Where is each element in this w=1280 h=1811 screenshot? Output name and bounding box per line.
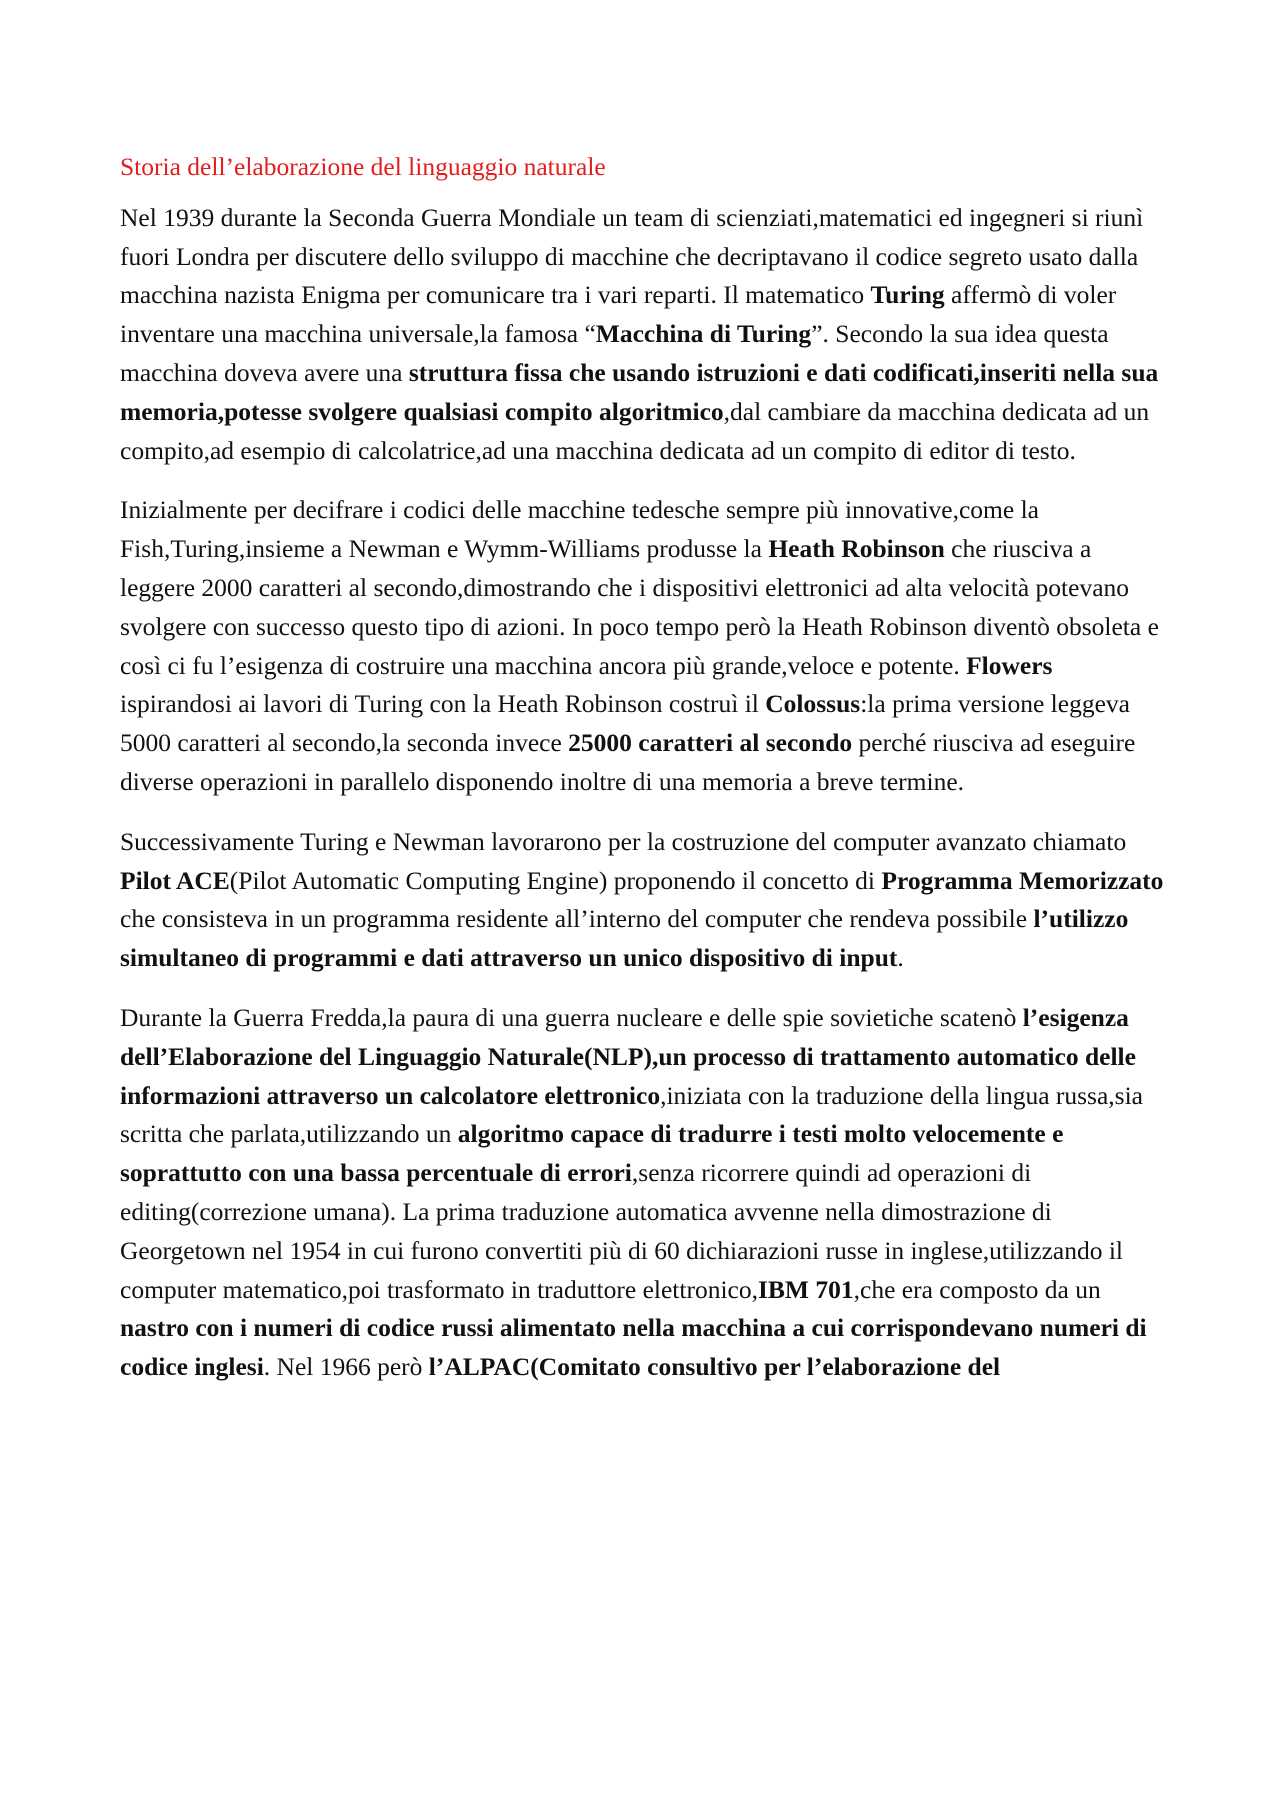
paragraph-turing-machine [120,199,1170,471]
text-run: Successivamente Turing e Newman lavorarono per la costruzione del computer avanzato chiamato [120,826,1127,856]
paragraph-colossus [120,491,1170,801]
text-run: . [897,943,904,973]
text-run: perché riusciva ad eseguire diverse operazioni in parallelo disponendo inoltre di una memoria a breve termine. [120,728,1136,796]
text-run: affermò di voler inventare una macchina universale,la famosa “ [120,280,1117,349]
bold-text-run: 25000 caratteri al secondo [568,728,853,758]
bold-text-run: l’ALPAC(Comitato consultivo per l’elaborazione del [428,1352,1001,1382]
bold-text-run: Macchina di Turing [595,319,812,349]
bold-text-run: Turing [870,280,945,310]
text-run: (Pilot Automatic Computing Engine) proponendo il concetto di [229,865,882,895]
bold-text-run: l’utilizzo simultaneo di programmi e dati attraverso un unico dispositivo di input [120,904,1129,973]
bold-text-run: nastro con i numeri di codice russi alimentato nella macchina a cui corrispondevano numeri di codice inglesi [120,1313,1147,1382]
text-run: Durante la Guerra Fredda,la paura di una guerra nucleare e delle spie sovietiche scatenò [120,1002,1023,1032]
text-run: ,iniziata con la traduzione della lingua russa,sia scritta che parlata,utilizzando un [120,1080,1143,1149]
bold-text-run: struttura fissa che usando istruzioni e dati codificati,inseriti nella sua memoria,potesse svolgere qualsiasi compito algoritmico [120,357,1159,426]
bold-text-run: algoritmo capace di tradurre i testi molto velocemente e soprattutto con una bassa percentuale di errori [120,1119,1064,1188]
text-run: Inizialmente per decifrare i codici delle macchine tedesche sempre più innovative,come la Fish,Turing,insieme a Newman e Wymm-Williams produsse la [120,495,1039,564]
paragraph-pilot-ace [120,823,1170,978]
bold-text-run: Pilot ACE [120,865,230,895]
text-run: che consisteva in un programma residente all’interno del computer che rendeva possibile [120,904,1034,934]
text-run: ,dal cambiare da macchina dedicata ad un compito,ad esempio di calcolatrice,ad una macchina dedicata ad un compito di editor di testo. [120,396,1150,465]
bold-text-run: IBM 701 [758,1274,854,1304]
text-run: ,che era composto da un [853,1274,1101,1304]
bold-text-run: Heath Robinson [768,534,945,564]
bold-text-run: Colossus [765,689,861,719]
bold-text-run: l’esigenza dell’Elaborazione del Linguaggio Naturale(NLP),un processo di trattamento automatico delle informazioni attraverso un calcolatore elettronico [120,1002,1136,1110]
paragraph-nlp-cold-war [120,999,1170,1387]
text-run: . Nel 1966 però [263,1352,429,1382]
document-title: Storia dell’elaborazione del linguaggio naturale [120,152,606,181]
text-run: :la prima versione leggeva 5000 caratteri al secondo,la seconda invece [120,689,1130,758]
text-run: che riusciva a leggere 2000 caratteri al secondo,dimostrando che i dispositivi elettronici ad alta velocità potevano svolgere con successo questo tipo di azioni. In poco tempo però la Heath Robinson diventò obsoleta e così ci fu l’esigenza di costruire una macchina ancora più grande,veloce e potente. [120,534,1159,680]
text-run: Nel 1939 durante la Seconda Guerra Mondiale un team di scienziati,matematici ed ingegneri si riunì fuori Londra per discutere dello sviluppo di macchine che decriptavano il codice segreto usato dalla macchina nazista Enigma per comunicare tra i vari reparti. Il matematico [120,202,1144,310]
text-run: ,senza ricorrere quindi ad operazioni di editing(correzione umana). La prima traduzione automatica avvenne nella dimostrazione di Georgetown nel 1954 in cui furono convertiti più di 60 dichiarazioni russe in inglese,utilizzando il computer matematico,poi trasformato in traduttore elettronico, [120,1158,1124,1304]
text-run: ”. Secondo la sua idea questa macchina doveva avere una [120,319,1109,387]
bold-text-run: Programma Memorizzato [881,865,1164,895]
text-run: ispirandosi ai lavori di Turing con la Heath Robinson costruì il [120,689,766,719]
document-page [120,148,1170,1408]
bold-text-run: Flowers [966,650,1053,680]
